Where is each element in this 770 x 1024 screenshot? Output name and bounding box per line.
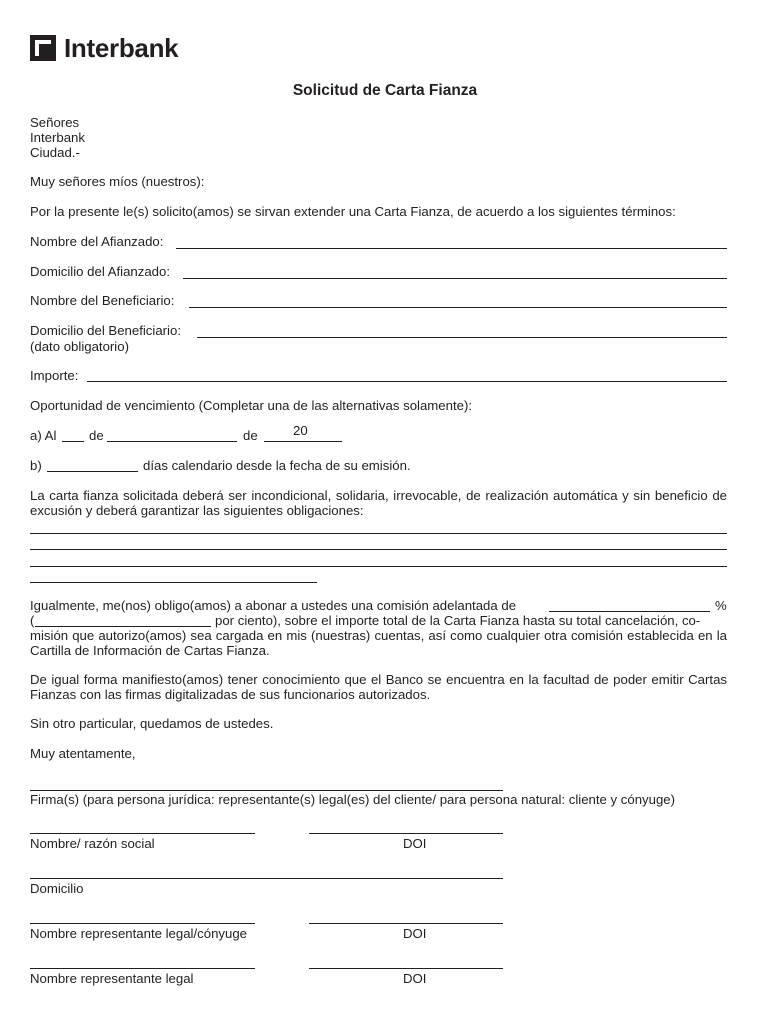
- comision-open-paren: (: [30, 613, 35, 628]
- comision-rest: misión que autorizo(amos) sea cargada en mis (nuestras) cuentas, así como cualquier otra comisión establecida en la Cartilla de Información de Cartas Fianza.: [30, 628, 727, 658]
- vencimiento-label: Oportunidad de vencimiento (Completar una de las alternativas solamente):: [30, 398, 473, 413]
- doi-3-line[interactable]: [309, 968, 503, 969]
- vencimiento-days-field[interactable]: [47, 471, 138, 472]
- doi-3-label: DOI: [403, 971, 427, 986]
- vencimiento-b-prefix: b): [30, 458, 42, 473]
- importe-label: Importe:: [30, 368, 79, 383]
- obligaciones-line-3[interactable]: [30, 566, 727, 567]
- beneficiario-nombre-field[interactable]: [189, 307, 727, 308]
- vencimiento-year-prefix: 20: [293, 423, 308, 438]
- importe-field[interactable]: [87, 381, 727, 382]
- comision-line-1: Igualmente, me(nos) obligo(amos) a abonar a ustedes una comisión adelantada de: [30, 598, 517, 613]
- comision-line-2: por ciento), sobre el importe total de la Carta Fianza hasta su total cancelación, co-: [215, 613, 701, 628]
- farewell-text: Muy atentamente,: [30, 746, 136, 761]
- brand-name: Interbank: [64, 33, 179, 63]
- interbank-logo-icon: [30, 35, 56, 61]
- obligaciones-line-1[interactable]: [30, 533, 727, 534]
- beneficiario-note: (dato obligatorio): [30, 339, 129, 354]
- nombre-razon-label: Nombre/ razón social: [30, 836, 155, 851]
- address-line-2: Interbank: [30, 130, 85, 145]
- afianzado-nombre-label: Nombre del Afianzado:: [30, 234, 164, 249]
- doi-2-line[interactable]: [309, 923, 503, 924]
- domicilio-line[interactable]: [30, 878, 503, 879]
- beneficiario-domicilio-label: Domicilio del Beneficiario:: [30, 323, 181, 338]
- nombre-razon-line[interactable]: [30, 833, 255, 834]
- address-line-3: Ciudad.-: [30, 145, 80, 160]
- vencimiento-year-field[interactable]: [264, 441, 342, 442]
- beneficiario-domicilio-field[interactable]: [197, 337, 727, 338]
- rep-conyuge-line[interactable]: [30, 923, 255, 924]
- vencimiento-month-field[interactable]: [107, 441, 237, 442]
- interbank-logo: [30, 34, 178, 62]
- vencimiento-a-de-1: de: [89, 428, 104, 443]
- firma-label: Firma(s) (para persona jurídica: representante(s) legal(es) del cliente/ para persona natural: cliente y cónyuge): [30, 792, 676, 807]
- comision-percent-field[interactable]: [549, 611, 710, 612]
- comision-percent-sign: %: [715, 598, 727, 613]
- rep-legal-label: Nombre representante legal: [30, 971, 194, 986]
- comision-words-field[interactable]: [35, 626, 211, 627]
- obligaciones-line-4[interactable]: [30, 582, 317, 583]
- salutation: Muy señores míos (nuestros):: [30, 174, 205, 189]
- vencimiento-a-prefix: a) Al: [30, 428, 57, 443]
- rep-conyuge-label: Nombre representante legal/cónyuge: [30, 926, 247, 941]
- afianzado-nombre-field[interactable]: [176, 248, 727, 249]
- firmas-digitalizadas-paragraph: De igual forma manifiesto(amos) tener conocimiento que el Banco se encuentra en la facultad de poder emitir Cartas Fianzas con las firmas digitalizadas de sus funcionarios autorizados.: [30, 672, 727, 702]
- intro-paragraph: Por la presente le(s) solicito(amos) se sirvan extender una Carta Fianza, de acuerdo a los siguientes términos:: [30, 204, 676, 219]
- vencimiento-b-text: días calendario desde la fecha de su emisión.: [143, 458, 411, 473]
- vencimiento-a-de-2: de: [243, 428, 258, 443]
- firma-line[interactable]: [30, 790, 503, 791]
- closing-text: Sin otro particular, quedamos de ustedes.: [30, 716, 274, 731]
- doi-2-label: DOI: [403, 926, 427, 941]
- domicilio-label: Domicilio: [30, 881, 84, 896]
- address-line-1: Señores: [30, 115, 80, 130]
- obligaciones-line-2[interactable]: [30, 549, 727, 550]
- doi-1-line[interactable]: [309, 833, 503, 834]
- doi-1-label: DOI: [403, 836, 427, 851]
- condiciones-paragraph: La carta fianza solicitada deberá ser incondicional, solidaria, irrevocable, de realización automática y sin beneficio de excusión y deberá garantizar las siguientes obligaciones:: [30, 488, 727, 518]
- beneficiario-nombre-label: Nombre del Beneficiario:: [30, 293, 175, 308]
- vencimiento-day-field[interactable]: [62, 441, 84, 442]
- rep-legal-line[interactable]: [30, 968, 255, 969]
- page-title: Solicitud de Carta Fianza: [292, 82, 478, 99]
- afianzado-domicilio-field[interactable]: [183, 278, 727, 279]
- afianzado-domicilio-label: Domicilio del Afianzado:: [30, 264, 171, 279]
